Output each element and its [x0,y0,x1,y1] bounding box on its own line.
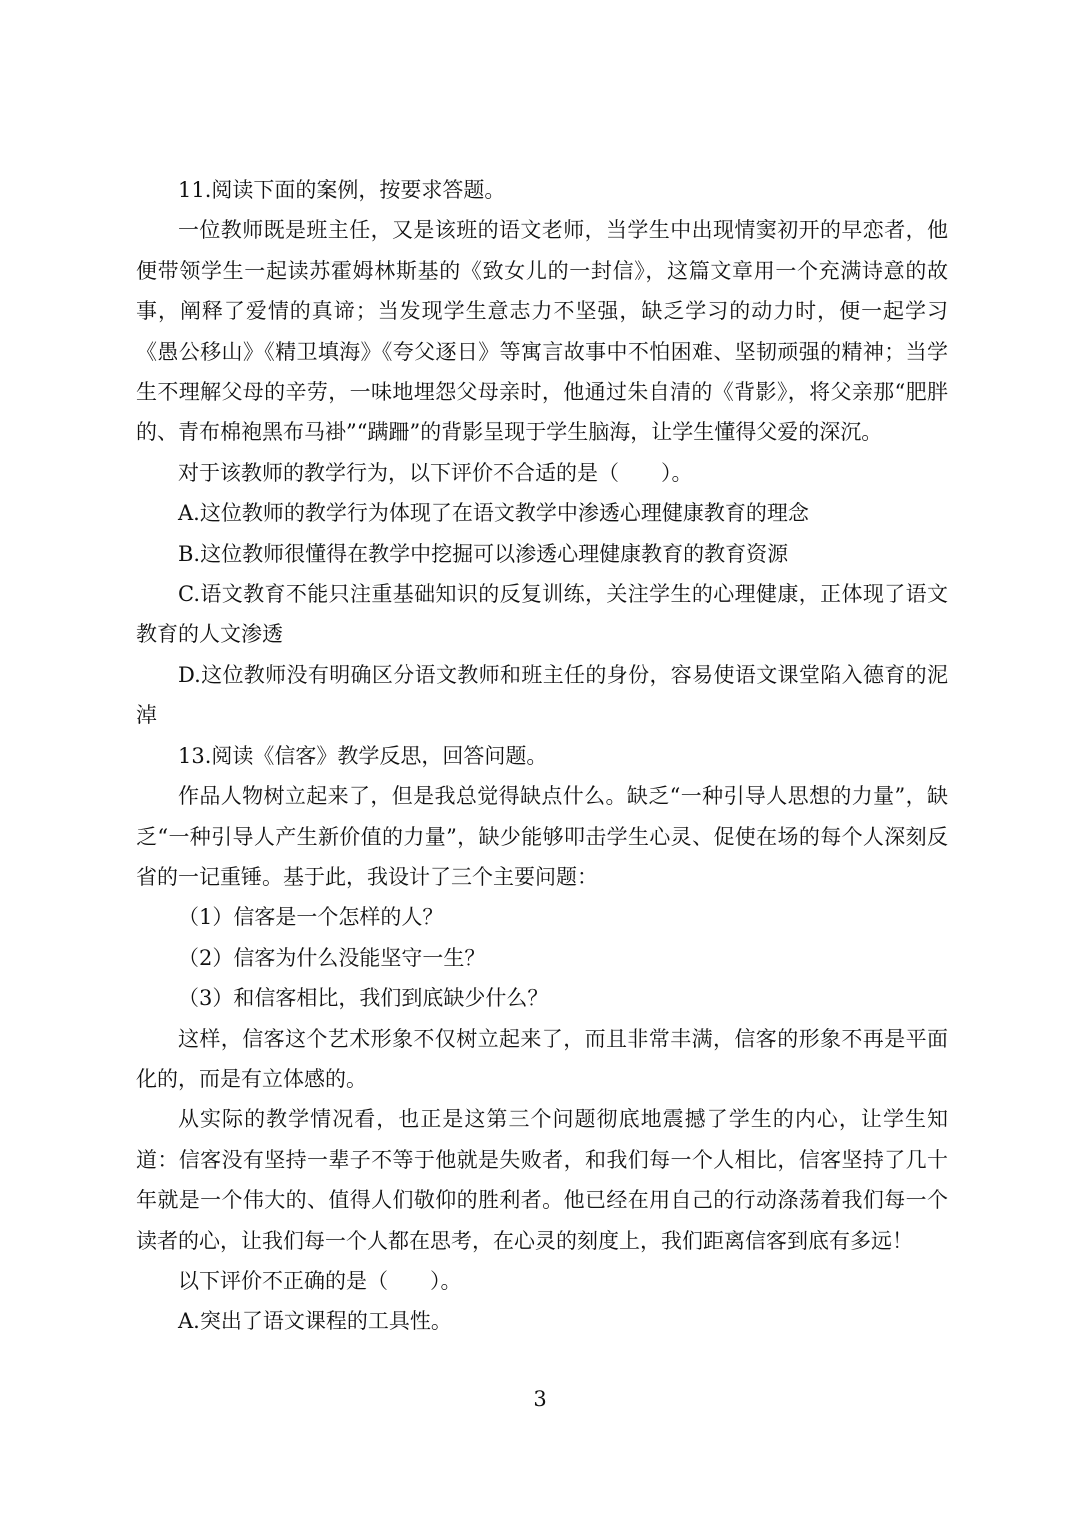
question-13-title: 13.阅读《信客》教学反思，回答问题。 [178,743,548,768]
question-13-reflection-result: 这样，信客这个艺术形象不仅树立起来了，而且非常丰满，信客的形象不再是平面化的，而是有立体感的。 [136,1026,948,1091]
question-13-sub-question-1: （1）信客是一个怎样的人？ [178,905,444,930]
question-11-title: 11.阅读下面的案例，按要求答题。 [178,178,506,202]
question-13-sub-question-3: （3）和信客相比，我们到底缺少什么？ [178,986,549,1011]
question-13-sub-question-2: （2）信客为什么没能坚守一生？ [178,945,486,970]
page-body [136,170,948,1342]
question-11-option-b: B.这位教师很懂得在教学中挖掘可以渗透心理健康教育的教育资源 [178,541,789,566]
question-11-case-text: 一位教师既是班主任，又是该班的语文老师，当学生中出现情窦初开的早恋者，他便带领学生一起读苏霍姆林斯基的《致女儿的一封信》，这篇文章用一个充满诗意的故事，阐释了爱情的真谛；当发现学生意志力不坚强，缺乏学习的动力时，便一起学习《愚公移山》《精卫填海》《夸父逐日》等寓言故事中不怕困难、坚韧顽强的精神；当学生不理解父母的辛劳，一味地埋怨父母亲时，他通过朱自清的《背影》，将父亲那“肥胖的、青布棉袍黑布马褂”“蹒跚”的背影呈现于学生脑海，让学生懂得父爱的深沉。 [136,218,948,445]
question-11-option-a: A.这位教师的教学行为体现了在语文教学中渗透心理健康教育的理念 [178,501,809,526]
question-13-prompt: 以下评价不正确的是（ ）。 [178,1268,462,1293]
question-13-reflection-intro: 作品人物树立起来了，但是我总觉得缺点什么。缺乏“一种引导人思想的力量”，缺乏“一种引导人产生新价值的力量”，缺少能够叩击学生心灵、促使在场的每个人深刻反省的一记重锤。基于此，我设计了三个主要问题： [136,784,948,889]
question-11-option-d: D.这位教师没有明确区分语文教师和班主任的身份，容易使语文课堂陷入德育的泥淖 [136,662,948,728]
question-11-prompt: 对于该教师的教学行为，以下评价不合适的是（ ）。 [178,460,693,485]
question-13-option-a: A.突出了语文课程的工具性。 [178,1309,452,1334]
question-11-option-c: C.语文教育不能只注重基础知识的反复训练，关注学生的心理健康，正体现了语文教育的人文渗透 [136,582,948,647]
page-number: 3 [533,1387,547,1411]
question-13-reflection-conclusion: 从实际的教学情况看，也正是这第三个问题彻底地震撼了学生的内心，让学生知道：信客没有坚持一辈子不等于他就是失败者，和我们每一个人相比，信客坚持了几十年就是一个伟大的、值得人们敬仰的胜利者。他已经在用自己的行动涤荡着我们每一个读者的心，让我们每一个人都在思考，在心灵的刻度上，我们距离信客到底有多远！ [136,1107,948,1253]
